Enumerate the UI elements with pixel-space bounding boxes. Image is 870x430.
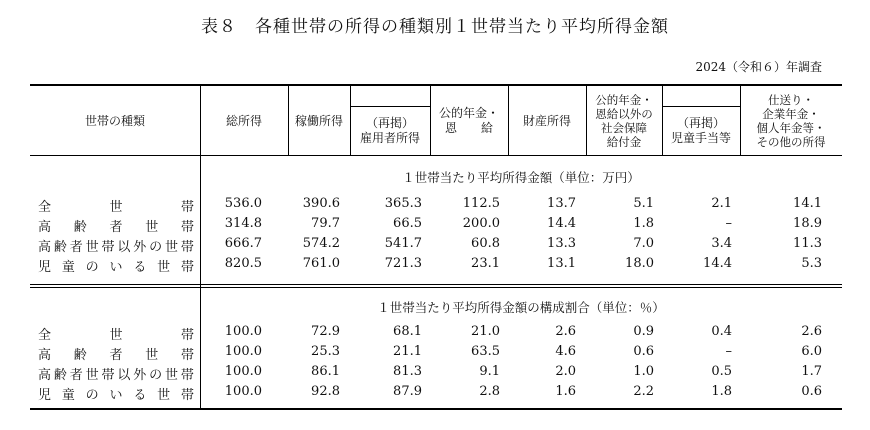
table-cell: 23.1	[471, 256, 500, 271]
row-label-char: 世	[85, 368, 99, 383]
row-label-char: 帯	[180, 328, 194, 343]
row-label-char: 帯	[180, 220, 194, 235]
table-cell: 9.1	[479, 364, 500, 379]
table-cell: 11.3	[793, 236, 822, 251]
table-cell: 536.0	[224, 196, 262, 211]
header-property-income: 財産所得	[522, 113, 571, 128]
row-label-char: 高	[38, 348, 52, 363]
row-label-char: 帯	[180, 200, 194, 215]
row-label-char: 齢	[73, 348, 87, 363]
table-cell: 14.1	[793, 196, 822, 211]
row-label-char: 帯	[180, 348, 194, 363]
row-label-char: の	[149, 240, 163, 255]
row-label-char: 齢	[53, 240, 67, 255]
table-cell: 1.7	[801, 364, 822, 379]
header-social-security: 公的年金・ 恩給以外の 社会保障 給付金	[595, 93, 653, 149]
table-cell: 100.0	[224, 384, 262, 399]
row-label-char: 齢	[53, 368, 67, 383]
table-cell: 2.0	[555, 364, 576, 379]
row-label-char: 世	[165, 240, 179, 255]
table-cell: 87.9	[393, 384, 422, 399]
table-cell: 7.0	[633, 236, 654, 251]
row-label-char: 世	[157, 260, 171, 275]
row-label-char: の	[85, 260, 99, 275]
section-separator	[30, 284, 842, 288]
section-title-average-income: １世帯当たり平均所得金額（単位：万円）	[402, 170, 640, 185]
row-label-char: 世	[145, 348, 159, 363]
row-label-char: 帯	[180, 388, 194, 403]
row-label-char: 世	[145, 220, 159, 235]
table-cell: 0.4	[711, 324, 732, 339]
row-label-char: る	[133, 260, 147, 275]
table-cell: 390.6	[302, 196, 340, 211]
income-table	[30, 84, 842, 410]
row-label	[38, 384, 194, 403]
table-cell: 13.3	[547, 236, 576, 251]
table-cell: 1.6	[555, 384, 576, 399]
table-cell: 13.7	[547, 196, 576, 211]
row-label	[38, 216, 194, 235]
table-cell: 25.3	[311, 344, 340, 359]
row-label-char: 世	[157, 388, 171, 403]
row-label-char: 外	[133, 368, 147, 383]
table-cell: 1.8	[633, 216, 654, 231]
table-cell: 0.5	[711, 364, 732, 379]
row-label	[38, 196, 194, 215]
row-label-char: 帯	[180, 260, 194, 275]
row-label-char: る	[133, 388, 147, 403]
table-cell: 1.8	[711, 384, 732, 399]
header-public-pension: 公的年金・ 恩 給	[438, 106, 499, 135]
row-label-char: 高	[38, 368, 52, 383]
header-employee-income: （再掲） 雇用者所得	[359, 116, 420, 145]
table-cell: 314.8	[224, 216, 262, 231]
table-cell: 574.2	[302, 236, 340, 251]
survey-year-note: 2024（令和６）年調査	[695, 60, 822, 74]
section-title-composition-ratio: １世帯当たり平均所得金額の構成割合（単位：％）	[377, 300, 665, 315]
table-cell: 3.4	[711, 236, 732, 251]
header-child-allowance: （再掲） 児童手当等	[670, 116, 731, 145]
row-label-char: 高	[38, 240, 52, 255]
table-cell: 0.9	[633, 324, 654, 339]
row-label-char: 全	[38, 200, 52, 215]
row-label-char: 童	[61, 260, 75, 275]
table-cell: 2.8	[479, 384, 500, 399]
table-cell: 18.9	[793, 216, 822, 231]
table-cell: 14.4	[703, 256, 732, 271]
row-label-char: 者	[109, 220, 123, 235]
table-cell: 60.8	[471, 236, 500, 251]
row-label-char: の	[85, 388, 99, 403]
table-cell: 541.7	[384, 236, 422, 251]
table-cell: 13.1	[547, 256, 576, 271]
table-cell: 66.5	[393, 216, 422, 231]
row-label-char: 児	[38, 260, 52, 275]
row-label-char: 世	[109, 328, 123, 343]
table-cell: 21.0	[471, 324, 500, 339]
table-cell: –	[725, 344, 732, 359]
table-cell: 100.0	[224, 344, 262, 359]
row-label-char: 児	[38, 388, 52, 403]
table-cell: 0.6	[633, 344, 654, 359]
table-cell: 2.6	[555, 324, 576, 339]
table-cell: 18.0	[625, 256, 654, 271]
table-cell: 365.3	[384, 196, 422, 211]
row-label-char: い	[109, 260, 123, 275]
row-label-char: 高	[38, 220, 52, 235]
row-label-char: 者	[69, 240, 83, 255]
header-earned-income: 稼働所得	[294, 113, 343, 128]
row-label	[38, 344, 194, 363]
row-label-char: 世	[165, 368, 179, 383]
table-cell: 92.8	[311, 384, 340, 399]
header-household-type: 世帯の種類	[84, 113, 145, 128]
row-label	[38, 236, 194, 255]
table-cell: 5.1	[633, 196, 654, 211]
table-cell: 100.0	[224, 324, 262, 339]
row-label	[38, 256, 194, 275]
table-cell: 14.4	[547, 216, 576, 231]
row-label	[38, 324, 194, 343]
table-cell: 72.9	[311, 324, 340, 339]
table-cell: 2.1	[711, 196, 732, 211]
row-label	[38, 364, 194, 383]
table-cell: 2.2	[633, 384, 654, 399]
header-total-income: 総所得	[225, 113, 262, 128]
table-cell: 2.6	[801, 324, 822, 339]
table-cell: 63.5	[471, 344, 500, 359]
row-label-char: 以	[117, 368, 131, 383]
table-cell: –	[725, 216, 732, 231]
header-other-income: 仕送り・ 企業年金・ 個人年金等・ その他の所得	[756, 93, 826, 149]
table-cell: 666.7	[224, 236, 262, 251]
row-label-char: 世	[109, 200, 123, 215]
table-cell: 100.0	[224, 364, 262, 379]
table-cell: 820.5	[224, 256, 262, 271]
row-label-char: 外	[133, 240, 147, 255]
row-label-char: 帯	[180, 240, 194, 255]
row-label-char: い	[109, 388, 123, 403]
table-cell: 1.0	[633, 364, 654, 379]
table-cell: 721.3	[384, 256, 422, 271]
table-cell: 81.3	[393, 364, 422, 379]
page-title: 表８ 各種世帯の所得の種類別１世帯当たり平均所得金額	[201, 17, 669, 37]
row-label-char: 世	[85, 240, 99, 255]
table-cell: 79.7	[311, 216, 340, 231]
table-cell: 4.6	[555, 344, 576, 359]
table-cell: 68.1	[393, 324, 422, 339]
row-label-char: 帯	[101, 368, 115, 383]
table-cell: 6.0	[801, 344, 822, 359]
table-cell: 761.0	[302, 256, 340, 271]
row-label-char: の	[149, 368, 163, 383]
table-cell: 200.0	[462, 216, 500, 231]
row-label-char: 者	[69, 368, 83, 383]
row-label-char: 者	[109, 348, 123, 363]
row-label-char: 全	[38, 328, 52, 343]
table-cell: 112.5	[462, 196, 500, 211]
row-label-char: 帯	[180, 368, 194, 383]
table-cell: 21.1	[393, 344, 422, 359]
table-cell: 0.6	[801, 384, 822, 399]
table-cell: 5.3	[801, 256, 822, 271]
table-cell: 86.1	[311, 364, 340, 379]
row-label-char: 齢	[73, 220, 87, 235]
row-label-char: 以	[117, 240, 131, 255]
row-label-char: 童	[61, 388, 75, 403]
row-label-char: 帯	[101, 240, 115, 255]
